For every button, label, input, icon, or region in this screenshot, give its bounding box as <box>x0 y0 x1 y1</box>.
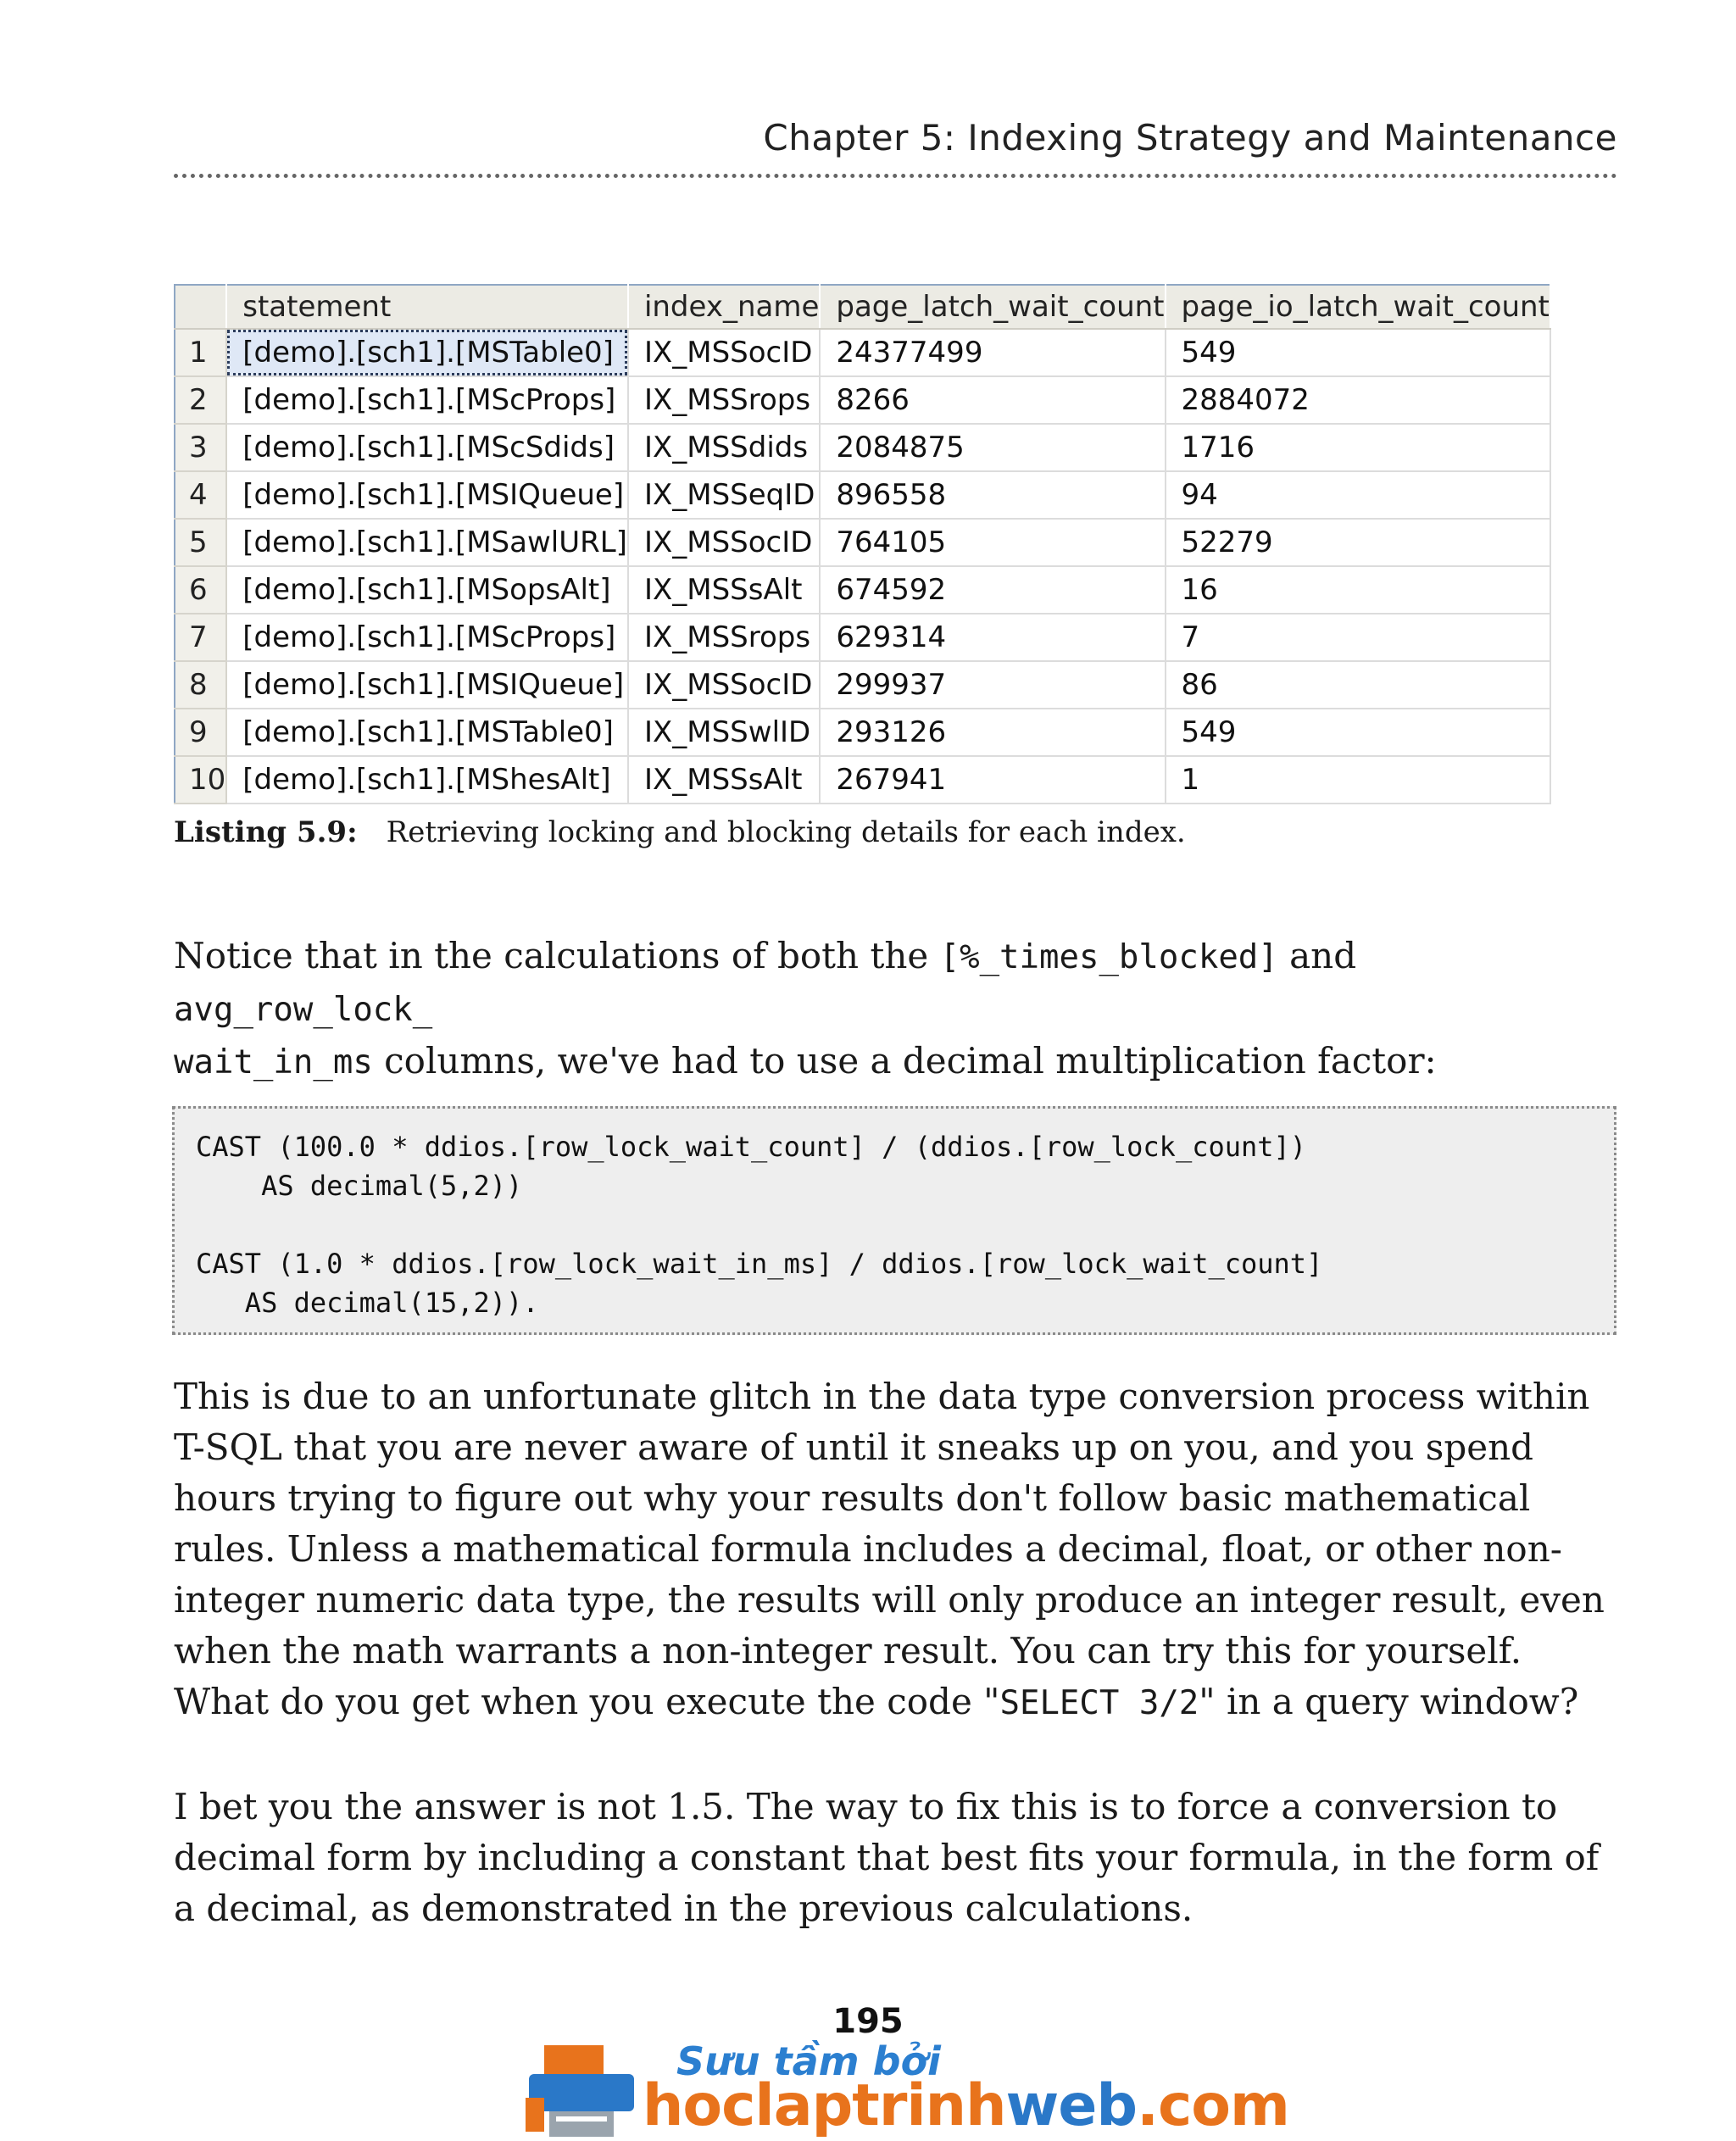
grid-cell[interactable]: [demo].[sch1].[MScSdids] <box>226 424 628 471</box>
grid-cell[interactable]: [demo].[sch1].[MSIQueue] <box>226 661 628 709</box>
code-block <box>172 1106 1616 1335</box>
table-row[interactable] <box>175 566 1550 614</box>
grid-cell[interactable]: IX_MSSrops <box>628 614 820 661</box>
table-row[interactable] <box>175 329 1550 376</box>
printer-logo-icon <box>526 2038 637 2141</box>
grid-cell[interactable]: IX_MSSsAlt <box>628 566 820 614</box>
grid-cell[interactable]: IX_MSSocID <box>628 661 820 709</box>
table-row[interactable] <box>175 519 1550 566</box>
row-number[interactable]: 2 <box>175 376 226 424</box>
grid-cell[interactable]: 674592 <box>820 566 1165 614</box>
row-number[interactable]: 4 <box>175 471 226 519</box>
table-row[interactable] <box>175 424 1550 471</box>
listing-caption <box>174 815 1186 849</box>
paragraph-text: Notice that in the calculations of both the <box>174 935 940 976</box>
grid-cell[interactable]: 7 <box>1166 614 1550 661</box>
grid-cell[interactable]: IX_MSSrops <box>628 376 820 424</box>
paragraph-fix: I bet you the answer is not 1.5. The way to fix this is to force a conversion to decimal form by including a constant that best fits your formula, in the form of a decimal, as demonstrated in the previous calculations. <box>174 1786 1600 1929</box>
grid-cell[interactable]: [demo].[sch1].[MSawlURL] <box>226 519 628 566</box>
paragraph-text: This is due to an unfortunate glitch in the data type conversion process within T-SQL that you are never aware of until it sneaks up on you, and you spend hours trying to figure out why your results don't follow basic mathematical rules. Unless a mathematical formula includes a decimal, float, or other non-integer numeric data type, the results will only produce an integer result, even when the math warrants a non-integer result. You can try this for yourself. What do you get when you execute the code " <box>174 1376 1605 1722</box>
chapter-header: Chapter 5: Indexing Strategy and Maintenance <box>763 117 1617 158</box>
table-row[interactable] <box>175 376 1550 424</box>
grid-cell[interactable]: [demo].[sch1].[MSopsAlt] <box>226 566 628 614</box>
inline-code: SELECT 3/2 <box>999 1684 1199 1722</box>
listing-text: Retrieving locking and blocking details for each index. <box>386 815 1186 849</box>
column-header-rownum[interactable] <box>175 285 226 329</box>
grid-cell[interactable]: 293126 <box>820 709 1165 756</box>
watermark-site-b: web <box>1005 2072 1138 2139</box>
grid-cell[interactable]: 549 <box>1166 709 1550 756</box>
grid-cell[interactable]: IX_MSSdids <box>628 424 820 471</box>
watermark-site-a: hoclaptrinh <box>643 2072 1006 2139</box>
grid-cell-selected[interactable]: [demo].[sch1].[MSTable0] <box>226 329 628 376</box>
row-number[interactable]: 5 <box>175 519 226 566</box>
paragraph-text: and <box>1277 935 1357 976</box>
grid-cell[interactable]: 549 <box>1166 329 1550 376</box>
grid-cell[interactable]: 8266 <box>820 376 1165 424</box>
grid-cell[interactable]: 94 <box>1166 471 1550 519</box>
row-number[interactable]: 6 <box>175 566 226 614</box>
row-number[interactable]: 10 <box>175 756 226 804</box>
grid-cell[interactable]: 896558 <box>820 471 1165 519</box>
grid-cell[interactable]: 267941 <box>820 756 1165 804</box>
grid-cell[interactable]: 86 <box>1166 661 1550 709</box>
row-number[interactable]: 9 <box>175 709 226 756</box>
grid-cell[interactable]: IX_MSSwlID <box>628 709 820 756</box>
row-number[interactable]: 1 <box>175 329 226 376</box>
grid-cell[interactable]: IX_MSSeqID <box>628 471 820 519</box>
table-row[interactable] <box>175 614 1550 661</box>
paragraph-glitch <box>174 1371 1623 1729</box>
row-number[interactable]: 8 <box>175 661 226 709</box>
paragraph-text: " in a query window? <box>1199 1681 1579 1722</box>
watermark-site <box>643 2072 1289 2139</box>
table-row[interactable] <box>175 709 1550 756</box>
column-header-statement[interactable]: statement <box>226 285 628 329</box>
column-header-index-name[interactable]: index_name <box>628 285 820 329</box>
grid-cell[interactable]: 2884072 <box>1166 376 1550 424</box>
results-grid <box>174 284 1551 804</box>
column-header-page-latch-wait-count[interactable]: page_latch_wait_count <box>820 285 1165 329</box>
grid-cell[interactable]: 299937 <box>820 661 1165 709</box>
paragraph-text: columns, we've had to use a decimal multiplication factor: <box>372 1040 1437 1082</box>
watermark-logo <box>526 2038 1289 2141</box>
grid-cell[interactable]: IX_MSSsAlt <box>628 756 820 804</box>
row-number[interactable]: 3 <box>175 424 226 471</box>
row-number[interactable]: 7 <box>175 614 226 661</box>
grid-cell[interactable]: IX_MSSocID <box>628 329 820 376</box>
table-row[interactable] <box>175 661 1550 709</box>
grid-cell[interactable]: [demo].[sch1].[MShesAlt] <box>226 756 628 804</box>
grid-cell[interactable]: [demo].[sch1].[MScProps] <box>226 614 628 661</box>
grid-cell[interactable]: 16 <box>1166 566 1550 614</box>
grid-header-row <box>175 285 1550 329</box>
page-number: 195 <box>832 2002 904 2041</box>
grid-cell[interactable]: [demo].[sch1].[MSTable0] <box>226 709 628 756</box>
grid-cell[interactable]: IX_MSSocID <box>628 519 820 566</box>
header-rule <box>174 174 1617 178</box>
grid-cell[interactable]: 629314 <box>820 614 1165 661</box>
grid-cell[interactable]: 52279 <box>1166 519 1550 566</box>
inline-code: avg_row_lock_ <box>174 991 433 1029</box>
listing-label: Listing 5.9: <box>174 815 358 849</box>
watermark-site-c: .com <box>1137 2072 1289 2139</box>
inline-code: wait_in_ms <box>174 1043 373 1082</box>
grid-cell[interactable]: 1716 <box>1166 424 1550 471</box>
grid-cell[interactable]: 1 <box>1166 756 1550 804</box>
grid-cell[interactable]: 764105 <box>820 519 1165 566</box>
watermark-subtitle: Sưu tầm bởi <box>676 2038 941 2084</box>
grid-cell[interactable]: 2084875 <box>820 424 1165 471</box>
table-row[interactable] <box>175 756 1550 804</box>
grid-cell[interactable]: [demo].[sch1].[MScProps] <box>226 376 628 424</box>
grid-cell[interactable]: 24377499 <box>820 329 1165 376</box>
code-text: CAST (100.0 * ddios.[row_lock_wait_count] / (ddios.[row_lock_count]) AS decimal(5,2)) CAST (1.0 * ddios.[row_lock_wait_in_ms] / ddios.[row_lock_wait_count] AS decimal(15,2)). <box>196 1131 1323 1319</box>
paragraph-notice <box>174 931 1623 1088</box>
inline-code: [%_times_blocked] <box>939 938 1278 976</box>
column-header-page-io-latch-wait-count[interactable]: page_io_latch_wait_count <box>1166 285 1550 329</box>
table-row[interactable] <box>175 471 1550 519</box>
grid-cell[interactable]: [demo].[sch1].[MSIQueue] <box>226 471 628 519</box>
